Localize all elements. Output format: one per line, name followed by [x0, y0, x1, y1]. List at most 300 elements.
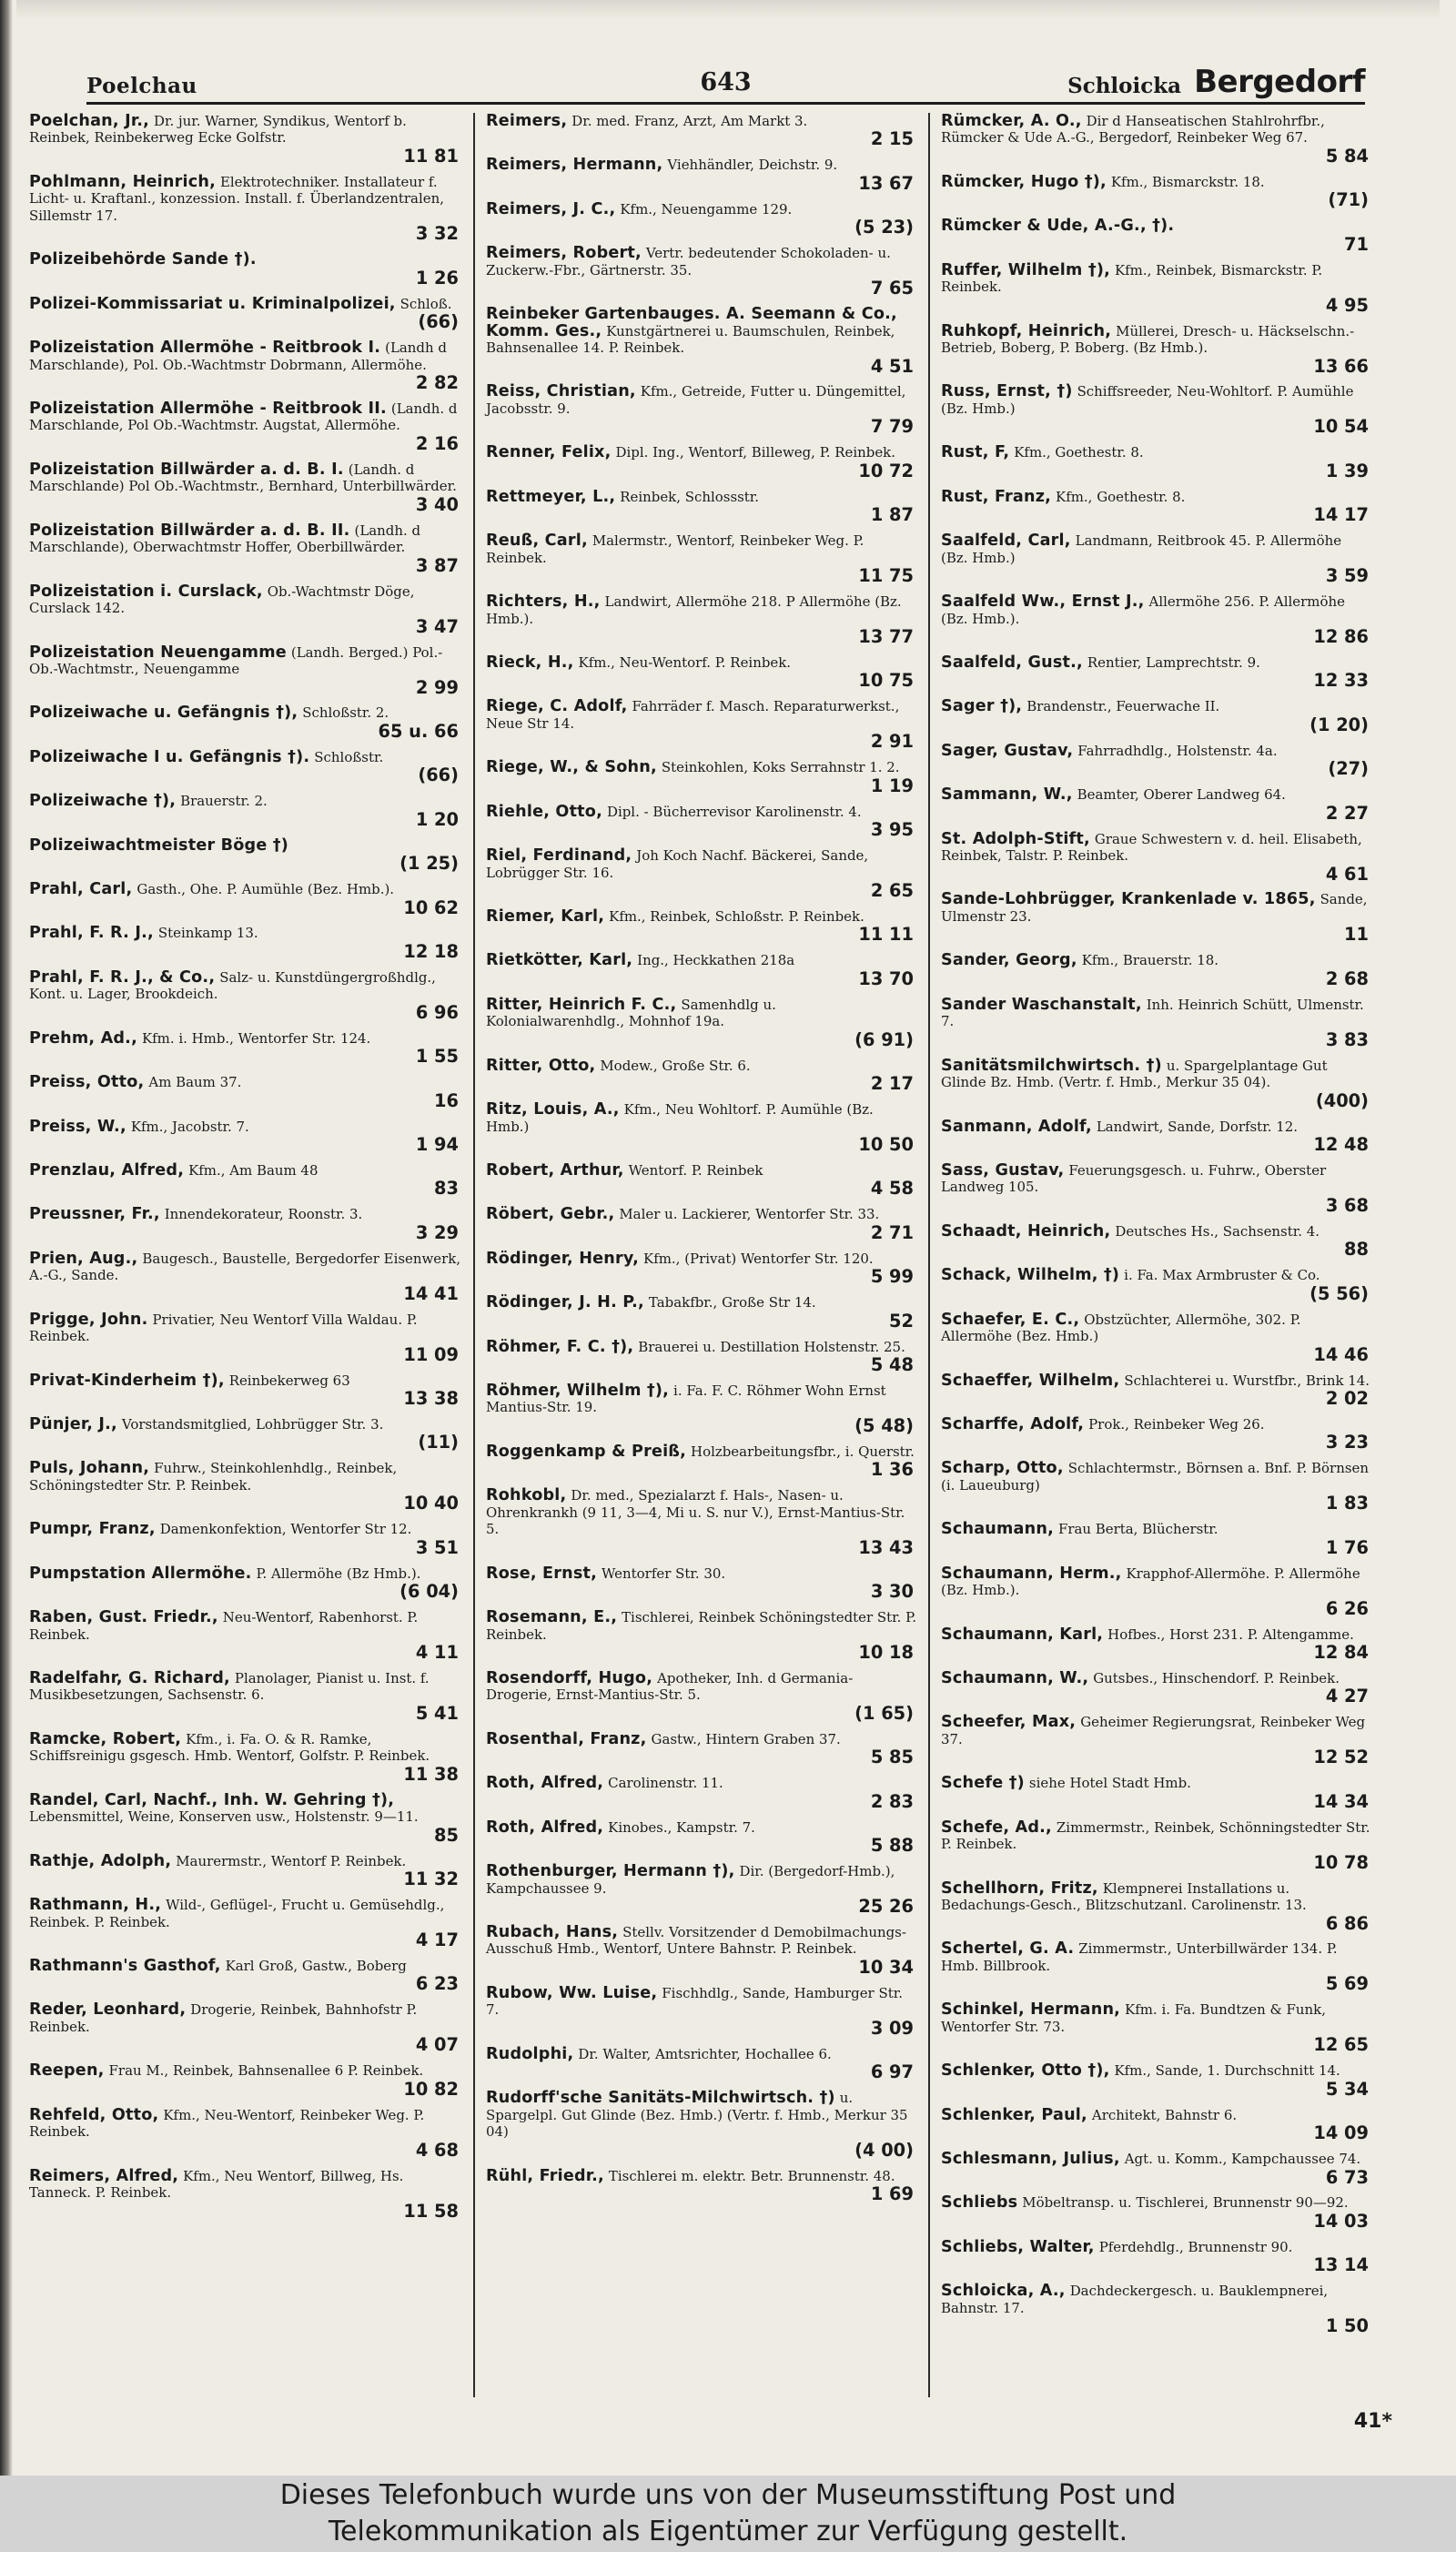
entry-detail: u. Spargelplantage Gut Glinde Bz. Hmb. (Vertr. f. Hmb., Merkur 35 04).: [941, 1057, 1328, 1091]
entry-phone-number: 4 51: [870, 355, 914, 377]
entry-phone-number: 14 46: [1313, 1343, 1369, 1365]
directory-entry: [486, 1819, 917, 1863]
directory-entry: [486, 1339, 917, 1382]
entry-phone-number: 2 65: [870, 880, 914, 902]
entry-detail: Reinbek, Schlossstr.: [620, 488, 760, 505]
entry-name: Schefe †): [941, 1774, 1025, 1793]
entry-detail: Kfm., Am Baum 48: [188, 1161, 318, 1179]
directory-entry: [486, 1382, 917, 1443]
entry-phone-number: 3 29: [415, 1221, 459, 1243]
entry-name: Scharffe, Adolf,: [941, 1414, 1085, 1433]
entry-phone-number: (1 25): [399, 853, 459, 875]
entry-name: Rust, Franz,: [941, 487, 1052, 506]
entry-name: Schaumann, Karl,: [941, 1625, 1104, 1644]
entry-phone-number: 14 34: [1313, 1790, 1369, 1812]
entry-detail: Zimmermstr., Unterbillwärder 134. P. Hmb. Billbrook.: [941, 1940, 1338, 1974]
directory-entry: [941, 593, 1372, 654]
page-top-shadow: [16, 0, 1440, 20]
entry-phone-number: 2 17: [870, 1073, 914, 1095]
directory-entry: [941, 1311, 1372, 1372]
entry-detail: Dr. jur. Warner, Syndikus, Wentorf b. Reinbek, Reinbekerweg Ecke Golfstr.: [29, 113, 407, 147]
directory-entry: [486, 306, 917, 383]
entry-phone-number: 11 81: [403, 145, 459, 167]
entry-name: Rödinger, Henry,: [486, 1249, 640, 1268]
entry-detail: Maurermstr., Wentorf P. Reinbek.: [176, 1852, 407, 1869]
entry-name: Rühl, Friedr.,: [486, 2166, 604, 2185]
entry-name: Riemer, Karl,: [486, 906, 605, 926]
entry-name: Röhmer, F. C. †),: [486, 1337, 634, 1356]
directory-entry: [486, 997, 917, 1058]
entry-phone-number: 2 27: [1325, 802, 1369, 824]
entry-name: Polizeiwache †),: [29, 792, 177, 811]
entry-phone-number: 1 19: [870, 775, 914, 796]
caption-line-1: Dieses Telefonbuch wurde uns von der Museumsstiftung Post und: [279, 2479, 1177, 2511]
directory-entry: [486, 759, 917, 803]
directory-entry: [941, 1521, 1372, 1565]
entry-name: Pohlmann, Heinrich,: [29, 172, 216, 191]
entry-detail: Kfm., Bismarckstr. 18.: [1110, 173, 1265, 190]
directory-entry: [941, 1267, 1372, 1311]
entry-phone-number: 5 88: [870, 1835, 914, 1857]
entry-name: Schloicka, A.,: [941, 2282, 1066, 2301]
entry-detail: Allermöhe 256. P. Allermöhe (Bz. Hmb.).: [941, 593, 1345, 627]
entry-name: Polizeibehörde Sande †).: [29, 250, 257, 269]
directory-entry: [941, 2107, 1372, 2151]
directory-entry: [486, 2090, 917, 2167]
directory-entry: [29, 522, 462, 583]
entry-name: Saalfeld, Gust.,: [941, 653, 1083, 672]
entry-name: Ruhkopf, Heinrich,: [941, 321, 1112, 340]
directory-entry: [486, 1863, 917, 1924]
entry-phone-number: 10 34: [858, 1956, 914, 1978]
directory-entry: [29, 1030, 462, 1074]
entry-detail: Modew., Große Str. 6.: [600, 1057, 751, 1074]
entry-name: St. Adolph-Stift,: [941, 829, 1090, 848]
entry-phone-number: 12 48: [1313, 1134, 1369, 1156]
entry-phone-number: 3 59: [1325, 565, 1369, 587]
entry-phone-number: 4 61: [1325, 863, 1369, 885]
directory-entry: [29, 339, 462, 400]
directory-entry: [486, 1985, 917, 2046]
entry-name: Polizeistation Allermöhe - Reitbrook I.: [29, 339, 381, 358]
directory-entry: [29, 1162, 462, 1206]
directory-entry: [486, 952, 917, 996]
entry-name: Poelchan, Jr.,: [29, 112, 149, 130]
entry-name: Rothenburger, Hermann †),: [486, 1862, 735, 1881]
directory-entry: [29, 2168, 462, 2229]
directory-entry: [486, 444, 917, 488]
directory-entry: [29, 644, 462, 705]
entry-name: Scharp, Otto,: [941, 1459, 1064, 1478]
entry-name: Rümcker & Ude, A.-G., †).: [941, 217, 1175, 236]
entry-name: Prigge, John.: [29, 1310, 148, 1329]
entry-phone-number: 5 41: [415, 1702, 459, 1724]
entry-detail: Tischlerei m. elektr. Betr. Brunnenstr. 48.: [608, 2167, 895, 2184]
entry-phone-number: 12 65: [1313, 2034, 1369, 2056]
entry-detail: Brandenstr., Feuerwache II.: [1026, 698, 1220, 715]
entry-phone-number: 65 u. 66: [378, 720, 459, 742]
directory-entry: [29, 2001, 462, 2062]
entry-detail: Rentier, Lamprechtstr. 9.: [1087, 653, 1260, 671]
entry-detail: Kfm., Neuengamme 129.: [620, 200, 793, 218]
entry-detail: Frau Berta, Blücherstr.: [1057, 1521, 1218, 1538]
entry-phone-number: 52: [889, 1310, 914, 1332]
entry-detail: (Landh. Berged.) Pol.-Ob.-Wachtmstr., Neuengamme: [29, 643, 443, 678]
entry-phone-number: 2 71: [870, 1221, 914, 1243]
entry-detail: Graue Schwestern v. d. heil. Elisabeth, Reinbek, Talstr. P. Reinbek.: [941, 830, 1362, 865]
entry-name: Rehfeld, Otto,: [29, 2105, 159, 2124]
entry-detail: Inh. Heinrich Schütt, Ulmenstr. 7.: [941, 996, 1364, 1030]
entry-detail: Klempnerei Installations u. Bedachungs-Gesch., Blitzschutzanl. Carolinenstr. 13.: [941, 1879, 1307, 1914]
entry-name: Roggenkamp & Preiß,: [486, 1442, 687, 1461]
directory-entry: [941, 2239, 1372, 2283]
entry-detail: Tischlerei, Reinbek Schöningstedter Str. P. Reinbek.: [486, 1609, 916, 1643]
entry-name: Rödinger, J. H. P.,: [486, 1293, 644, 1312]
binding-edge: [0, 0, 13, 2476]
directory-entry: [486, 1670, 917, 1731]
directory-entry: [941, 174, 1372, 218]
entry-detail: Viehhändler, Deichstr. 9.: [667, 157, 838, 174]
entry-detail: Dipl. - Bücherrevisor Karolinenstr. 4.: [606, 803, 862, 820]
directory-entry: [941, 2062, 1372, 2106]
entry-phone-number: 88: [1344, 1239, 1369, 1261]
entry-name: Riehle, Otto,: [486, 802, 602, 821]
directory-entry: [941, 383, 1372, 444]
entry-phone-number: 3 40: [415, 493, 459, 515]
entry-detail: Dachdeckergesch. u. Bauklempnerei, Bahnstr. 17.: [941, 2283, 1329, 2316]
entry-name: Robert, Arthur,: [486, 1160, 624, 1180]
entry-phone-number: 7 65: [870, 278, 914, 299]
entry-name: Sande-Lohbrügger, Krankenlade v. 1865,: [941, 890, 1316, 909]
directory-entry: [29, 1958, 462, 2001]
entry-detail: Kfm., Sande, 1. Durchschnitt 14.: [1114, 2062, 1340, 2080]
entry-name: Sander, Georg,: [941, 951, 1077, 970]
entry-name: Sander Waschanstalt,: [941, 995, 1142, 1014]
entry-name: Radelfahr, G. Richard,: [29, 1668, 230, 1687]
entry-name: Schaumann,: [941, 1520, 1054, 1539]
entry-detail: Landmann, Reitbrook 45. P. Allermöhe (Bz. Hmb.): [941, 532, 1342, 566]
entry-name: Scheefer, Max,: [941, 1713, 1077, 1732]
entry-name: Pumpstation Allermöhe.: [29, 1564, 252, 1583]
entry-phone-number: 12 52: [1313, 1747, 1369, 1768]
directory-entry: [29, 583, 462, 644]
directory-entry: [941, 1819, 1372, 1880]
entry-phone-number: (5 56): [1309, 1282, 1369, 1304]
entry-detail: Müllerei, Dresch- u. Häckselschn.-Betrieb, Boberg, P. Boberg. (Bz Hmb.).: [941, 322, 1355, 357]
entry-name: Prenzlau, Alfred,: [29, 1160, 185, 1180]
entry-name: Pünjer, J.,: [29, 1414, 117, 1433]
entry-name: Schack, Wilhelm, †): [941, 1266, 1120, 1285]
directory-entry: [486, 804, 917, 847]
directory-entry: [29, 1206, 462, 1250]
directory-entry: [486, 489, 917, 532]
entry-phone-number: 5 84: [1325, 145, 1369, 167]
directory-entry: [941, 1626, 1372, 1670]
entry-phone-number: 7 79: [870, 416, 914, 438]
entry-phone-number: 3 30: [870, 1581, 914, 1603]
entry-detail: Ing., Heckkathen 218a: [637, 952, 795, 969]
directory-entry: [29, 296, 462, 339]
directory-entry: [941, 786, 1372, 830]
entry-name: Preussner, Fr.,: [29, 1205, 160, 1224]
entry-name: Rudolphi,: [486, 2044, 574, 2063]
entry-detail: Gasth., Ohe. P. Aumühle (Bez. Hmb.).: [136, 881, 395, 898]
entry-name: Reimers, Robert,: [486, 244, 642, 263]
directory-entry: [486, 1443, 917, 1487]
entry-detail: Kfm., Neu-Wentorf. P. Reinbek.: [578, 653, 792, 671]
directory-entry: [29, 1311, 462, 1372]
entry-phone-number: (6 04): [399, 1581, 459, 1603]
entry-detail: Kinobes., Kampstr. 7.: [608, 1818, 755, 1836]
entry-detail: Fuhrw., Steinkohlenhdlg., Reinbek, Schöningstedter Str. P. Reinbek.: [29, 1460, 398, 1494]
entry-phone-number: 6 97: [870, 2061, 914, 2083]
entry-phone-number: 1 39: [1325, 460, 1369, 481]
directory-entry: [941, 1565, 1372, 1626]
entry-detail: Apotheker, Inh. d Germania-Drogerie, Ernst-Mantius-Str. 5.: [486, 1669, 854, 1704]
directory-entry: [29, 1670, 462, 1731]
entry-detail: Am Baum 37.: [148, 1074, 242, 1091]
entry-name: Polizeistation i. Curslack,: [29, 582, 263, 601]
entry-detail: i. Fa. Max Armbruster & Co.: [1124, 1267, 1320, 1284]
directory-entry: [941, 743, 1372, 786]
entry-detail: Kfm. i. Hmb., Wentorfer Str. 124.: [141, 1029, 371, 1047]
entry-phone-number: 6 86: [1325, 1912, 1369, 1934]
entry-phone-number: (5 48): [854, 1414, 914, 1436]
entry-detail: Kfm., Goethestr. 8.: [1014, 444, 1144, 461]
entry-name: Reepen,: [29, 2061, 105, 2081]
entry-name: Schlenker, Otto †),: [941, 2061, 1110, 2081]
entry-phone-number: 1 36: [870, 1459, 914, 1481]
directory-entry: [29, 400, 462, 461]
entry-detail: Salz- u. Kunstdüngergroßhdlg., Kont. u. Lager, Brookdeich.: [29, 968, 436, 1003]
entry-name: Röhmer, Wilhelm †),: [486, 1382, 670, 1400]
entry-phone-number: 6 96: [415, 1001, 459, 1023]
entry-name: Sass, Gustav,: [941, 1160, 1065, 1180]
entry-phone-number: 2 83: [870, 1790, 914, 1812]
entry-phone-number: 14 41: [403, 1282, 459, 1304]
entry-detail: Hofbes., Horst 231. P. Altengamme.: [1107, 1625, 1354, 1643]
directory-entry: [29, 1416, 462, 1460]
header-first-entry: Poelchau: [86, 74, 197, 98]
entry-phone-number: (11): [418, 1432, 459, 1453]
entry-name: Rudorff'sche Sanitäts-Milchwirtsch. †): [486, 2089, 835, 2108]
directory-entry: [486, 201, 917, 245]
directory-entry: [29, 113, 462, 174]
entry-phone-number: 10 78: [1313, 1851, 1369, 1873]
entry-phone-number: 14 03: [1313, 2210, 1369, 2232]
entry-name: Saalfeld, Carl,: [941, 532, 1071, 551]
entry-phone-number: 10 75: [858, 670, 914, 692]
entry-detail: i. Fa. F. C. Röhmer Wohn Ernst Mantius-Str. 19.: [486, 1382, 886, 1416]
entry-phone-number: (66): [418, 765, 459, 786]
entry-name: Prahl, F. R. J.,: [29, 924, 154, 943]
page-number: 643: [700, 68, 752, 96]
entry-name: Reiss, Christian,: [486, 382, 636, 401]
entry-name: Röbert, Gebr.,: [486, 1205, 615, 1224]
entry-name: Schaumann, Herm.,: [941, 1564, 1122, 1583]
entry-name: Schliebs: [941, 2193, 1018, 2213]
directory-entry: [29, 749, 462, 793]
entry-detail: Holzbearbeitungsfbr., i. Querstr.: [691, 1443, 915, 1460]
entry-name: Schefe, Ad.,: [941, 1818, 1052, 1837]
directory-entry: [486, 593, 917, 654]
entry-phone-number: 83: [434, 1178, 459, 1200]
directory-entry: [941, 2001, 1372, 2062]
entry-detail: Schloß.: [399, 295, 452, 312]
entry-detail: (Landh. d Marschlande, Pol Ob.-Wachtmstr. Augstat, Allermöhe.: [29, 400, 458, 434]
entry-name: Roth, Alfred,: [486, 1774, 604, 1793]
entry-name: Prehm, Ad.,: [29, 1028, 137, 1048]
entry-phone-number: 4 17: [415, 1929, 459, 1951]
entry-phone-number: 2 91: [870, 731, 914, 753]
entry-detail: Kfm., Neu Wentorf, Billweg, Hs. Tanneck. P. Reinbek.: [29, 2167, 404, 2202]
entry-name: Schaefer, E. C.,: [941, 1310, 1080, 1329]
directory-entry: [29, 2062, 462, 2106]
entry-name: Sanitätsmilchwirtsch. †): [941, 1056, 1162, 1075]
entry-detail: Dir. (Bergedorf-Hmb.), Kampchaussee 9.: [486, 1863, 895, 1897]
directory-entry: [29, 174, 462, 251]
directory-entry: [941, 1223, 1372, 1267]
entry-phone-number: 10 62: [403, 896, 459, 918]
entry-phone-number: 3 32: [415, 223, 459, 245]
directory-entry: [941, 1940, 1372, 2001]
entry-detail: Tabakfbr., Große Str 14.: [648, 1294, 816, 1311]
directory-entry: [486, 847, 917, 908]
entry-detail: Reinbekerweg 63: [228, 1372, 350, 1389]
entry-name: Privat-Kinderheim †),: [29, 1371, 225, 1390]
entry-detail: Kfm., Reinbek, Schloßstr. P. Reinbek.: [609, 907, 864, 925]
entry-detail: Kfm., i. Fa. O. & R. Ramke, Schiffsreinigu gsgesch. Hmb. Wentorf, Golfstr. P. Reinbek.: [29, 1730, 430, 1765]
entry-detail: Wentorf. P. Reinbek: [628, 1161, 763, 1179]
directory-entry: [941, 1714, 1372, 1775]
entry-detail: Ob.-Wachtmstr Döge, Curslack 142.: [29, 582, 415, 617]
entry-phone-number: 16: [434, 1089, 459, 1111]
entry-detail: Beamter, Oberer Landweg 64.: [1077, 786, 1286, 804]
directory-entry: [941, 1119, 1372, 1162]
directory-entry: [29, 1074, 462, 1118]
entry-name: Preiss, W.,: [29, 1117, 126, 1136]
entry-phone-number: 11 38: [403, 1763, 459, 1785]
entry-name: Rubow, Ww. Luise,: [486, 1983, 658, 2002]
entry-name: Schlesmann, Julius,: [941, 2150, 1120, 2169]
entry-phone-number: 11: [1344, 924, 1369, 946]
entry-detail: Deutsches Hs., Sachsenstr. 4.: [1115, 1222, 1320, 1240]
entry-phone-number: 11 11: [858, 924, 914, 946]
entry-detail: Planolager, Pianist u. Inst. f. Musikbesetzungen, Sachsenstr. 6.: [29, 1669, 430, 1704]
entry-detail: Kfm., Jacobstr. 7.: [130, 1118, 249, 1135]
entry-phone-number: 4 07: [415, 2034, 459, 2056]
directory-entry: [941, 654, 1372, 698]
directory-entry: [29, 1897, 462, 1958]
directory-entry: [29, 2107, 462, 2168]
entry-name: Reimers, J. C.,: [486, 199, 616, 218]
entry-name: Reder, Leonhard,: [29, 2000, 187, 2020]
entry-phone-number: 5 99: [870, 1266, 914, 1288]
entry-phone-number: 11 75: [858, 565, 914, 587]
entry-phone-number: (66): [418, 311, 459, 333]
directory-entry: [486, 2168, 917, 2212]
entry-name: Rieck, H.,: [486, 653, 574, 672]
entry-detail: Malermstr., Wentorf, Reinbeker Weg. P. Reinbek.: [486, 532, 864, 566]
entry-phone-number: (71): [1328, 189, 1369, 211]
directory-entry: [941, 952, 1372, 996]
entry-phone-number: 2 82: [415, 372, 459, 394]
entry-name: Ritter, Otto,: [486, 1056, 596, 1075]
entry-name: Ramcke, Robert,: [29, 1729, 182, 1748]
entry-name: Ritz, Louis, A.,: [486, 1100, 620, 1119]
directory-entry: [486, 532, 917, 593]
directory-entry: [29, 1521, 462, 1565]
entry-detail: Kfm., Reinbek, Bismarckstr. P. Reinbek.: [941, 261, 1323, 296]
directory-entry: [941, 444, 1372, 488]
entry-phone-number: 3 87: [415, 554, 459, 576]
entry-phone-number: 12 33: [1313, 670, 1369, 692]
entry-name: Rathmann's Gasthof,: [29, 1956, 221, 1975]
entry-phone-number: 10 18: [858, 1642, 914, 1664]
entry-name: Sager, Gustav,: [941, 741, 1074, 760]
entry-name: Rose, Ernst,: [486, 1564, 598, 1583]
entry-detail: Wentorfer Str. 30.: [602, 1565, 726, 1582]
entry-phone-number: 3 83: [1325, 1028, 1369, 1050]
entry-detail: Schlachtermstr., Börnsen a. Bnf. P. Börnsen (i. Laueuburg): [941, 1460, 1369, 1494]
entry-name: Polizeistation Billwärder a. d. B. II.: [29, 521, 350, 540]
entry-detail: Samenhdlg u. Kolonialwarenhdlg., Mohnhof 19a.: [486, 996, 776, 1030]
entry-detail: Frau M., Reinbek, Bahnsenallee 6 P. Reinbek.: [108, 2062, 424, 2080]
entry-name: Puls, Johann,: [29, 1459, 150, 1478]
entry-phone-number: 4 68: [415, 2139, 459, 2161]
entry-phone-number: 3 95: [870, 819, 914, 841]
directory-entry: [486, 1924, 917, 1985]
directory-entry: [486, 1162, 917, 1206]
entry-detail: Brauerstr. 2.: [180, 793, 268, 810]
directory-entry: [29, 251, 462, 295]
entry-detail: P. Allermöhe (Bz Hmb.).: [256, 1565, 421, 1582]
entry-phone-number: 11 32: [403, 1868, 459, 1890]
entry-detail: Dr. med., Spezialarzt f. Hals-, Nasen- u. Ohrenkrankh (9 11, 3—4, Mi u. S. nur V.), Ernst-Mantius-Str. 5.: [486, 1487, 905, 1538]
entry-detail: Obstzüchter, Allermöhe, 302. P. Allermöhe (Bez. Hmb.): [941, 1311, 1301, 1345]
entry-detail: Steinkohlen, Koks Serrahnstr 1. 2.: [661, 759, 900, 776]
entry-phone-number: 5 48: [870, 1354, 914, 1376]
directory-entry: [486, 245, 917, 306]
entry-detail: Schloßstr. 2.: [302, 704, 389, 722]
entry-name: Sanmann, Adolf,: [941, 1117, 1092, 1136]
directory-entry: [29, 1731, 462, 1792]
entry-detail: Architekt, Bahnstr 6.: [1091, 2106, 1238, 2123]
entry-phone-number: (6 91): [854, 1028, 914, 1050]
entry-phone-number: 3 23: [1325, 1432, 1369, 1453]
entry-name: Riege, C. Adolf,: [486, 697, 628, 716]
directory-entry: [941, 1880, 1372, 1941]
entry-detail: Kfm. i. Fa. Bundtzen & Funk, Wentorfer Str. 73.: [941, 2001, 1326, 2035]
entry-detail: (Landh d Marschlande), Pol. Ob.-Wachtmstr Dobrmann, Allermöhe.: [29, 339, 447, 373]
entry-phone-number: 13 43: [858, 1536, 914, 1558]
entry-detail: Dipl. Ing., Wentorf, Billeweg, P. Reinbek.: [615, 444, 895, 461]
entry-phone-number: 2 02: [1325, 1388, 1369, 1410]
entry-name: Reimers, Alfred,: [29, 2166, 179, 2185]
entry-phone-number: 4 27: [1325, 1686, 1369, 1707]
directory-entry: [941, 698, 1372, 742]
entry-name: Roth, Alfred,: [486, 1818, 604, 1837]
directory-entry: [941, 891, 1372, 952]
entry-phone-number: 6 23: [415, 1973, 459, 1995]
entry-name: Rathmann, H.,: [29, 1896, 162, 1915]
entry-name: Rümcker, A. O.,: [941, 112, 1082, 130]
directory-entry: [29, 793, 462, 836]
entry-detail: Schloßstr.: [314, 748, 384, 765]
entry-name: Saalfeld Ww., Ernst J.,: [941, 592, 1145, 612]
directory-entry: [29, 1460, 462, 1521]
entry-phone-number: 13 38: [403, 1388, 459, 1410]
